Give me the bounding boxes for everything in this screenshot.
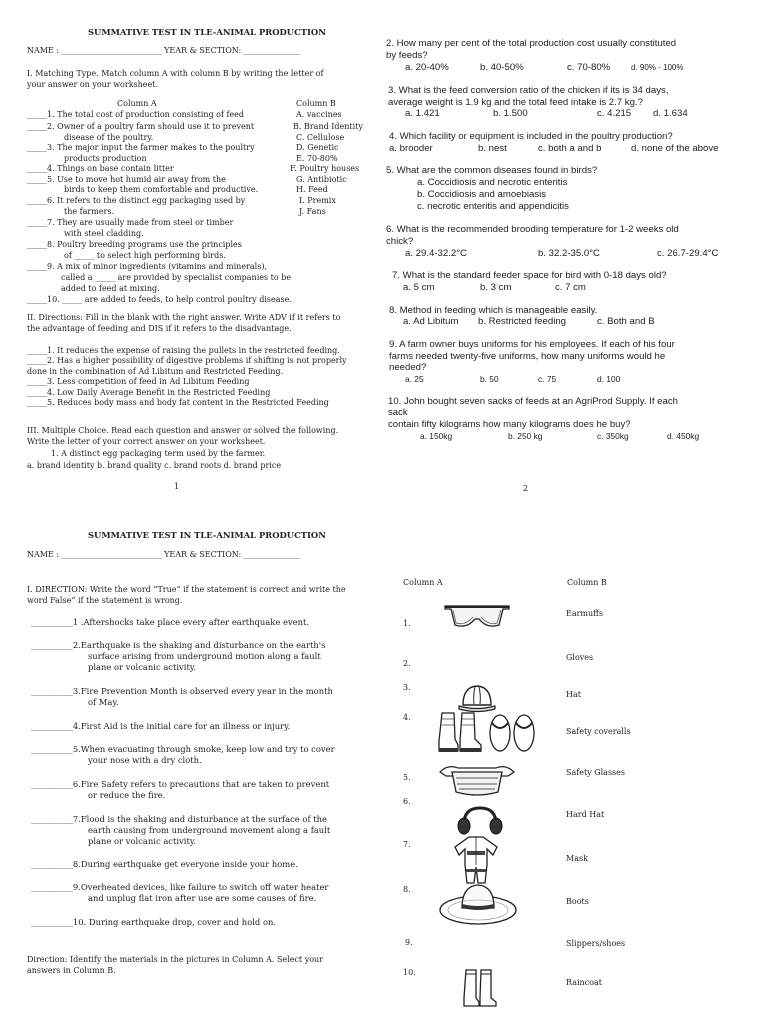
option: d. 450kg [667, 431, 700, 441]
true-false-item-cont: or reduce the fire. [88, 790, 166, 800]
match-item: the farmers. [64, 207, 114, 216]
option: b. 40-50% [480, 62, 524, 73]
item-number: 4. [403, 713, 411, 722]
true-false-item-cont: your nose with a dry cloth. [88, 755, 202, 765]
question-3-cont: average weight is 1.9 kg and the total feed intake is 2.7 kg.? [388, 97, 643, 108]
true-false-item: __________7.Flood is the shaking and disturbance at the surface of the [31, 814, 327, 824]
question-1-options: a. brand identity b. brand quality c. brand roots d. brand price [27, 461, 282, 470]
choice-item: E. 70-80% [296, 154, 338, 163]
direction2-heading-1: Direction: Identify the materials in the pictures in Column A. Select your [27, 955, 324, 964]
item-number: 2. [403, 659, 411, 668]
true-false-item-cont: plane or volcanic activity. [88, 662, 197, 672]
direction2-heading-2: answers in Column B. [27, 966, 116, 975]
choice: Mask [566, 854, 588, 863]
true-false-item-cont: and unplug flat iron after use are some causes of fire. [88, 893, 317, 903]
part3-heading-1: III. Multiple Choice. Read each question and answer or solved the following. [27, 426, 339, 435]
item-number: 10. [403, 968, 416, 977]
option: b. Restricted feeding [478, 316, 566, 327]
choice: Safety coveralls [566, 727, 631, 736]
option: c. 7 cm [555, 282, 586, 293]
option: a. 1.421 [405, 108, 440, 119]
option: a. 5 cm [403, 282, 435, 293]
question-9-cont: needed? [389, 362, 427, 373]
option: a. brooder [389, 143, 433, 154]
option: a. 25 [405, 374, 424, 384]
option: b. nest [478, 143, 507, 154]
match-item: added to feed at mixing. [61, 284, 160, 293]
page-3-title: SUMMATIVE TEST IN TLE-ANIMAL PRODUCTION [88, 530, 326, 540]
match-item: _____1. The total cost of production consisting of feed [27, 110, 245, 119]
option: b. 250 kg [508, 431, 543, 441]
true-false-item: __________9.Overheated devices, like failure to switch off water heater [31, 882, 329, 892]
true-false-item-cont: earth causing from underground movement along a fault [88, 825, 331, 835]
question-7: 7. What is the standard feeder space for bird with 0-18 days old? [392, 270, 667, 281]
name-line: NAME : _________________________ YEAR & SECTION: ______________ [27, 550, 300, 559]
true-false-item: __________2.Earthquake is the shaking and disturbance on the earth's [31, 640, 326, 650]
question-2-cont: by feeds? [386, 50, 428, 61]
option: a. 150kg [420, 431, 453, 441]
rain-boots-icon [462, 968, 498, 1008]
true-false-item: __________10. During earthquake drop, cover and hold on. [31, 917, 277, 927]
choice: Raincoat [566, 978, 602, 987]
question-3: 3. What is the feed conversion ratio of the chicken if its is 34 days, [388, 85, 669, 96]
match-item: disease of the poultry. [64, 133, 154, 142]
question-5: 5. What are the common diseases found in birds? [386, 165, 598, 176]
choice: Safety Glasses [566, 768, 625, 777]
choice-item: F. Poultry houses [290, 164, 360, 173]
option: a. 29.4-32.2°C [405, 248, 467, 259]
match-item: with steel cladding. [64, 229, 144, 238]
question-2: 2. How many per cent of the total production cost usually constituted [386, 38, 677, 49]
page-number: 2 [523, 484, 529, 493]
match-item: _____2. Owner of a poultry farm should use it to prevent [27, 122, 255, 131]
match-item: birds to keep them comfortable and productive. [64, 185, 259, 194]
choice-item: G. Antibiotic [296, 175, 347, 184]
option: c. 26.7-29.4°C [657, 248, 719, 259]
part2-item: _____3. Less competition of feed in Ad Libitum Feeding [27, 377, 250, 386]
question-10-cont: contain fifty kilograms how many kilograms does he buy? [388, 419, 631, 430]
earmuffs-icon [456, 806, 504, 836]
part2-heading-2: the advantage of feeding and DIS if it refers to the disadvantage. [27, 324, 292, 333]
option: a. 20-40% [405, 62, 449, 73]
item-number: 7. [403, 840, 411, 849]
name-line: NAME : _________________________ YEAR & SECTION: ______________ [27, 46, 300, 55]
true-false-item-cont: plane or volcanic activity. [88, 836, 197, 846]
hard-hat-icon [457, 683, 497, 713]
choice: Hat [566, 690, 581, 699]
part3-heading-2: Write the letter of your correct answer on your worksheet. [27, 437, 266, 446]
option: c. 75 [538, 374, 557, 384]
match-item: products production [64, 154, 147, 163]
choice: Gloves [566, 653, 594, 662]
safety-glasses-icon [443, 601, 511, 633]
option: d. none of the above [631, 143, 719, 154]
page-number: 1 [174, 482, 180, 491]
item-number: 1. [403, 619, 411, 628]
part2-item: _____5. Reduces body mass and body fat content in the Restricted Feeding [27, 398, 329, 407]
choice-item: J. Fans [299, 207, 326, 216]
true-false-item: __________4.First Aid is the initial care for an illness or injury. [31, 721, 291, 731]
choice-item: D. Genetic [296, 143, 339, 152]
option: c. necrotic enteritis and appendicitis [417, 201, 569, 212]
option: c. 350kg [597, 431, 629, 441]
match-item: _____5. Use to move hot humid air away from the [27, 175, 226, 184]
part1-heading-1: I. Matching Type. Match column A with column B by writing the letter of [27, 69, 324, 78]
choice: Earmuffs [566, 609, 603, 618]
column-b-heading: Column B [296, 99, 336, 108]
part2-item: _____1. It reduces the expense of raising the pullets in the restricted feeding. [27, 346, 340, 355]
hat-icon [438, 880, 518, 926]
option: b. Coccidiosis and amoebiasis [417, 189, 547, 200]
true-false-item-cont: of May. [88, 697, 119, 707]
option: b. 50 [480, 374, 499, 384]
option: c. 70-80% [567, 62, 611, 73]
match-item: _____9. A mix of minor ingredients (vitamins and minerals), [27, 262, 267, 271]
match-item: _____8. Poultry breeding programs use the principles [27, 240, 242, 249]
true-false-item: __________1 .Aftershocks take place every after earthquake event. [31, 617, 310, 627]
column-a-heading: Column A [117, 99, 157, 108]
option: b. 1.500 [493, 108, 528, 119]
part2-heading-1: II. Directions: Fill in the blank with the right answer. Write ADV if it refers to [27, 313, 341, 322]
option: c. Both and B [597, 316, 655, 327]
question-8: 8. Method in feeding which is manageable easily. [389, 305, 598, 316]
column-b-heading: Column B [567, 578, 607, 587]
true-false-item: __________8.During earthquake get everyone inside your home. [31, 859, 298, 869]
part2-item: done in the combination of Ad Libitum and Restricted Feeding. [27, 367, 284, 376]
choice-item: A. vaccines [296, 110, 342, 119]
true-false-item-cont: surface arising from underground motion along a fault [88, 651, 321, 661]
question-10: 10. John bought seven sacks of feeds at an AgriProd Supply. If each [388, 396, 678, 407]
match-item: _____4. Things on base contain litter [27, 164, 174, 173]
option: b. 3 cm [480, 282, 512, 293]
choice-item: I. Premix [299, 196, 336, 205]
option: a. Coccidiosis and necrotic enteritis [417, 177, 568, 188]
match-item: _____3. The major input the farmer makes to the poultry [27, 143, 255, 152]
true-false-item: __________5.When evacuating through smoke, keep low and try to cover [31, 744, 335, 754]
option: c. both a and b [538, 143, 602, 154]
question-6: 6. What is the recommended brooding temperature for 1-2 weeks old [386, 224, 679, 235]
part2-item: _____4. Low Daily Average Benefit in the Restricted Feeding [27, 388, 271, 397]
part1-heading-2: your answer on your worksheet. [27, 80, 159, 89]
question-1: 1. A distinct egg packaging term used by the farmer. [51, 449, 266, 458]
question-6-cont: chick? [386, 236, 414, 247]
option: b. 32.2-35.0°C [538, 248, 600, 259]
direction-heading-1: I. DIRECTION: Write the word “True” if the statement is correct and write the [27, 585, 346, 594]
option: c. 4.215 [597, 108, 632, 119]
option: d. 90% - 100% [631, 63, 684, 72]
question-9-cont: farms needed twenty-five uniforms, how many uniforms would he [389, 351, 666, 362]
match-item: of _____ to select high performing birds. [64, 251, 226, 260]
question-10-cont: sack [388, 407, 408, 418]
item-number: 6. [403, 797, 411, 806]
item-number: 8. [403, 885, 411, 894]
choice-item: C. Cellulose [296, 133, 345, 142]
option: d. 1.634 [653, 108, 688, 119]
choice-item: B. Brand Identity [293, 122, 363, 131]
item-number: 5. [403, 773, 411, 782]
true-false-item: __________6.Fire Safety refers to precautions that are taken to prevent [31, 779, 330, 789]
item-number: 9. [405, 938, 413, 947]
part2-item: _____2. Has a higher possibility of digestive problems if shifting is not properly [27, 356, 347, 365]
coveralls-icon [453, 835, 499, 885]
option: a. Ad Libitum [403, 316, 459, 327]
boots-icon [436, 711, 484, 755]
match-item: _____10. _____ are added to feeds, to help control poultry disease. [27, 295, 292, 304]
item-number: 3. [403, 683, 411, 692]
choice: Boots [566, 897, 589, 906]
option: d. 100 [597, 374, 621, 384]
true-false-item: __________3.Fire Prevention Month is observed every year in the month [31, 686, 333, 696]
choice-item: H. Feed [296, 185, 328, 194]
slippers-icon [488, 713, 536, 753]
question-9: 9. A farm owner buys uniforms for his employees. If each of his four [389, 339, 675, 350]
match-item: called a _____ are provided by specialist companies to be [61, 273, 292, 282]
page-1-title: SUMMATIVE TEST IN TLE-ANIMAL PRODUCTION [88, 27, 326, 37]
direction-heading-2: word False” if the statement is wrong. [27, 596, 183, 605]
match-item: _____7. They are usually made from steel or timber [27, 218, 234, 227]
question-4: 4. Which facility or equipment is included in the poultry production? [389, 131, 673, 142]
column-a-heading: Column A [403, 578, 443, 587]
mask-icon [438, 762, 516, 798]
choice: Slippers/shoes [566, 939, 626, 948]
choice: Hard Hat [566, 810, 605, 819]
match-item: _____6. It refers to the distinct egg packaging used by [27, 196, 246, 205]
